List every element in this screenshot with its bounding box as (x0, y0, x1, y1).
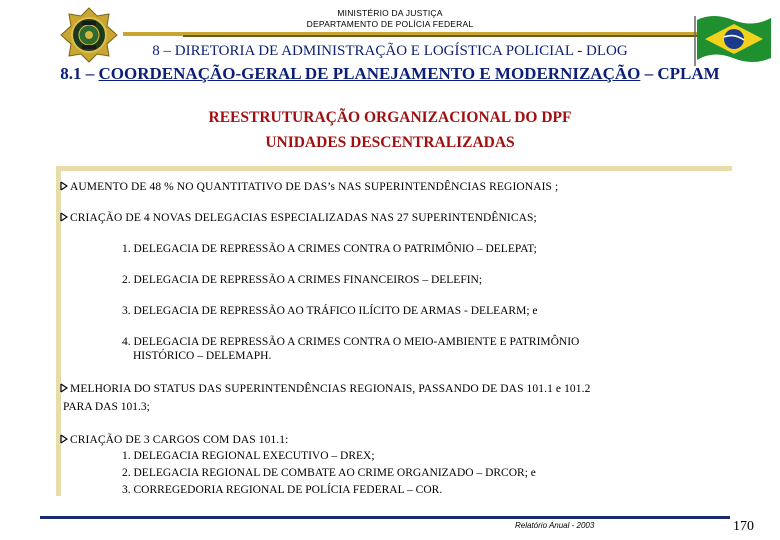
sub-item-2-4: 4. DELEGACIA DE REPRESSÃO A CRIMES CONTRA O MEIO-AMBIENTE E PATRIMÔNIO (122, 336, 580, 348)
coordination-title (0, 64, 780, 84)
coordination-title-suffix: – CPLAM (640, 64, 720, 83)
sub-item-2-4-cont: HISTÓRICO – DELEMAPH. (133, 350, 272, 362)
bullet-item-2 (60, 211, 537, 226)
sub-item-4-1: 1. DELEGACIA REGIONAL EXECUTIVO – DREX; (122, 450, 375, 462)
ministry-header (240, 8, 540, 30)
sub-item-2-3: 3. DELEGACIA DE REPRESSÃO AO TRÁFICO ILÍCITO DE ARMAS - DELEARM; e (122, 305, 538, 317)
sub-item-4-2: 2. DELEGACIA REGIONAL DE COMBATE AO CRIME ORGANIZADO – DRCOR; e (122, 467, 536, 479)
sub-item-4-3: 3. CORREGEDORIA REGIONAL DE POLÍCIA FEDERAL – COR. (122, 484, 443, 496)
coordination-title-underlined: COORDENAÇÃO-GERAL DE PLANEJAMENTO E MODERNIZAÇÃO (98, 64, 641, 83)
section-heading-1: REESTRUTURAÇÃO ORGANIZACIONAL DO DPF (208, 109, 572, 126)
header-rule (123, 32, 705, 36)
bullet-item-3-cont: PARA DAS 101.3; (63, 401, 150, 413)
coordination-title-prefix: 8.1 – (60, 64, 99, 83)
frame-top-border (56, 166, 732, 171)
arrow-bullet-icon (60, 383, 68, 393)
bullet-item-3 (60, 382, 590, 397)
ministry-name: MINISTÉRIO DA JUSTIÇA (337, 8, 443, 18)
department-name: DEPARTAMENTO DE POLÍCIA FEDERAL (306, 19, 474, 29)
section-heading-2: UNIDADES DESCENTRALIZADAS (265, 134, 515, 151)
bullet-item-4-text: CRIAÇÃO DE 3 CARGOS COM DAS 101.1: (70, 434, 289, 446)
arrow-bullet-icon (60, 212, 68, 222)
report-label: Relatório Anual - 2003 (515, 521, 595, 530)
bullet-item-4 (60, 433, 288, 448)
directorate-title: 8 – DIRETORIA DE ADMINISTRAÇÃO E LOGÍSTICA POLICIAL - DLOG (152, 43, 628, 59)
sub-item-2-2: 2. DELEGACIA DE REPRESSÃO A CRIMES FINANCEIROS – DELEFIN; (122, 274, 483, 286)
sub-item-2-1: 1. DELEGACIA DE REPRESSÃO A CRIMES CONTRA O PATRIMÔNIO – DELEPAT; (122, 243, 537, 255)
arrow-bullet-icon (60, 181, 68, 191)
page-number: 170 (733, 519, 754, 534)
footer-rule (40, 516, 730, 519)
bullet-item-1 (60, 180, 558, 195)
bullet-item-3-text: MELHORIA DO STATUS DAS SUPERINTENDÊNCIAS REGIONAIS, PASSANDO DE DAS 101.1 e 101.2 (70, 383, 591, 395)
arrow-bullet-icon (60, 434, 68, 444)
bullet-item-2-text: CRIAÇÃO DE 4 NOVAS DELEGACIAS ESPECIALIZADAS NAS 27 SUPERINTENDÊNICAS; (70, 212, 537, 224)
bullet-item-1-text: AUMENTO DE 48 % NO QUANTITATIVO DE DAS’s NAS SUPERINTENDÊNCIAS REGIONAIS ; (70, 181, 559, 193)
